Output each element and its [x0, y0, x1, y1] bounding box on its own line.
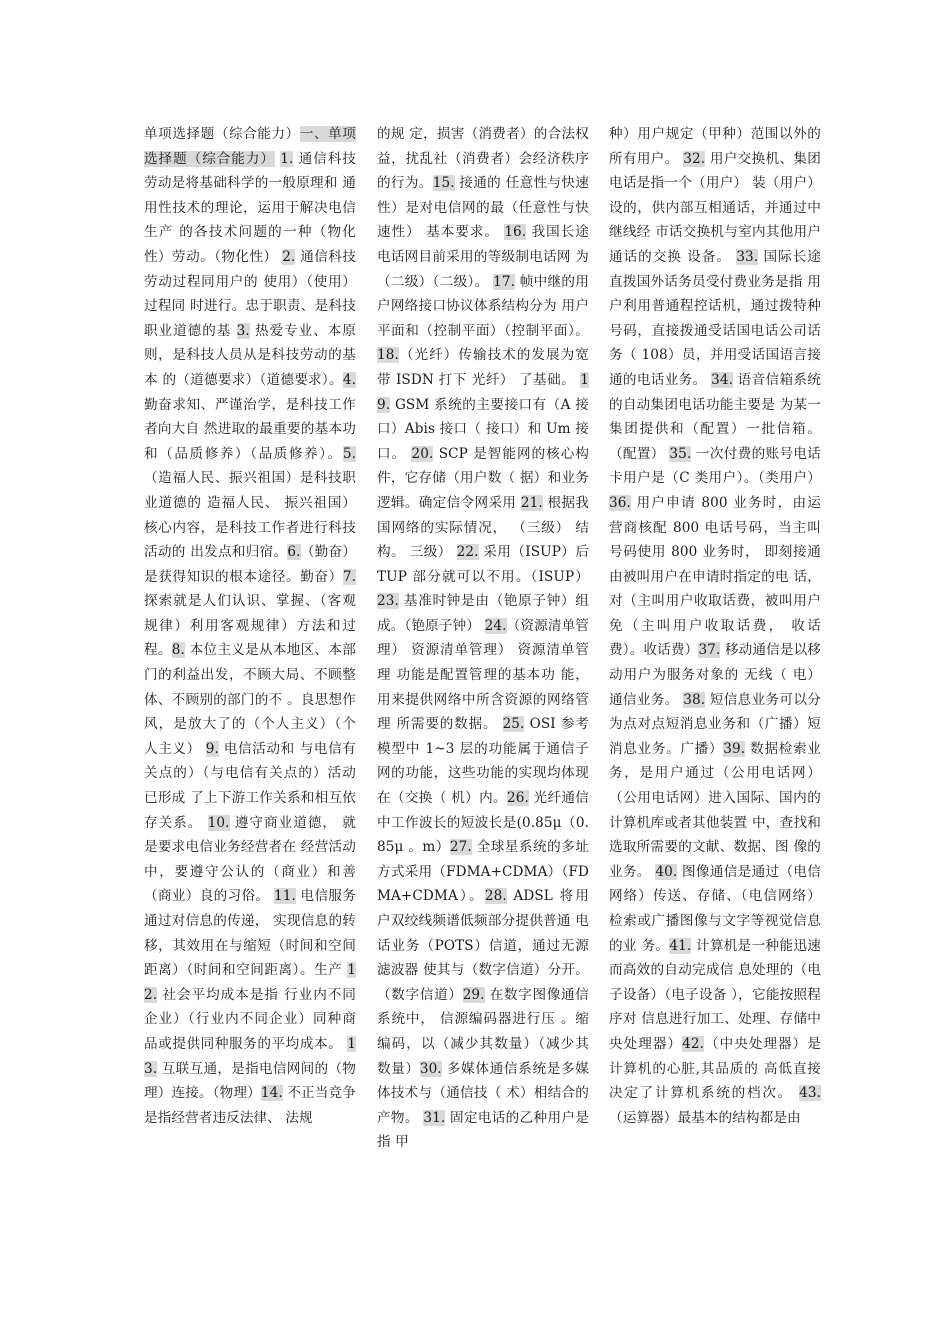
highlighted-marker: 3.	[236, 322, 250, 339]
text-run: 图像通信是通过（电信网络）传送、存储、（电信网络） 检索或广播图像与文字等视觉信息的业 务。	[609, 863, 821, 954]
highlighted-marker: 28.	[484, 888, 507, 905]
text-run: 互联互通，是指电信网间的（物理）连接。（物理）	[144, 1060, 356, 1102]
highlighted-marker: 29.	[462, 986, 485, 1003]
text-run: 社会平均成本是指 行业内不同企业）（行业内不同企业）同种商品或提供同种服务的平均成本。	[144, 986, 356, 1052]
text-run: 电信活动和 与电信有关点的）（与电信有关点的）活动已形成 了上下游工作关系和相互依存关系。	[144, 740, 356, 831]
text-run: 不正当竞争是指经营者违反法律、 法规	[144, 1085, 356, 1126]
text-run: （光纤）传输技术的发展为宽带 ISDN 打下 光纤） 了基础。	[377, 347, 589, 388]
text-run: OSI 参考模型中 1~3 层的功能属于通信子网的功能，这些功能的实现均体现在（交换（ 机）内。	[377, 716, 589, 807]
text-run: （勤奋）是获得知识的根本途径。勤奋）	[144, 544, 356, 585]
text-run: 用户申请 800 业务时，由运营商核配 800 电话号码，当主叫号码使用 800 业务时， 即刻接通由被叫用户在申请时指定的电 话，对（主叫用户收取话费，被叫用户免（主叫用户收取话费， 收话费）。收话费）	[609, 494, 821, 659]
text-run: 用户交换机、集团电话是指一个（用户） 装（用户）设的，供内部互相通话，并通过中继线经 市话交换机与室内其他用户通话的交换 设备。	[609, 150, 821, 265]
highlighted-marker: 4.	[342, 371, 356, 388]
highlighted-marker: 8.	[171, 642, 185, 659]
text-run: ADSL 将用户双绞线频谱低频部分提供普通 电话业务（POTS）信道，通过无源滤波器 使其与（数字信道）分开。（数字信道）	[377, 888, 589, 1003]
text-run: 我国长途电话网目前采用的等级制电话网 为（二级）（二级）。	[377, 224, 589, 290]
text-run: 多媒体通信系统是多媒体技术与（通信技（ 术）相结合的产物。	[377, 1060, 589, 1126]
highlighted-marker: 26.	[506, 790, 529, 807]
text-column-1	[144, 122, 356, 1212]
text-run: 采用（ISUP）后 TUP 部分就可以不用。（ISUP）	[377, 544, 589, 585]
text-run: 遵守商业道德， 就是要求电信业务经营者在 经营活动中，要遵守公认的（商业）和善（商业）良的习俗。	[144, 814, 356, 905]
text-run: SCP 是智能网的核心构件，它存储（用户数（ 据）和业务逻辑。确定信令网采用	[377, 445, 589, 511]
highlighted-marker: 14.	[260, 1085, 283, 1102]
highlighted-marker: 21.	[520, 494, 543, 511]
highlighted-marker: 22.	[456, 544, 479, 561]
highlighted-marker: 7.	[342, 568, 356, 585]
highlighted-marker: 19.	[377, 371, 589, 413]
highlighted-marker: 16.	[504, 224, 527, 241]
text-run: 种）用户规定（甲种）范围以外的所有用户。	[609, 126, 821, 167]
text-run: 接通的 任意性与快速性）是对电信网的最（任意性与快速性） 基本要求。	[377, 175, 589, 241]
highlighted-marker: 10.	[207, 814, 230, 831]
highlighted-marker: 39.	[723, 740, 746, 757]
text-run: 帧中继的用户网络接口协议体系结构分为 用户平面和（控制平面）（控制平面）。	[377, 273, 589, 339]
highlighted-marker: 12.	[144, 962, 356, 1003]
text-run: 基准时钟是由（铯原子钟）组成。（铯原子钟）	[377, 593, 589, 634]
text-run: 计算机是一种能迅速而高效的自动完成信 息处理的（电子设备）（电子设备 ），它能按照程序对 信息进行加工、处理、存储中央处理器）	[609, 937, 821, 1052]
highlighted-marker: 35.	[669, 445, 692, 462]
highlighted-marker: 34.	[711, 371, 734, 388]
text-run: 光纤通信中工作波长的短波长是(0.85μ（0.85μ 。m）	[377, 790, 589, 856]
text-run: 根据我国网络的实际情况， （三级） 结构。 三级）	[377, 494, 589, 561]
text-run: 本位主义是从本地区、本部门的利益出发，不顾大局、不顾整体、不顾别的部门的不 。良思想作风，是放大了的（个人主义）（个人主义）	[144, 642, 356, 757]
highlighted-marker: 33.	[736, 248, 759, 265]
text-column-3	[609, 122, 821, 1212]
text-run: （造福人民、振兴祖国）是科技职业道德的 造福人民、 振兴祖国）核心内容，是科技工作者进行科技活动的 出发点和归宿。	[144, 470, 356, 561]
highlighted-marker: 13.	[144, 1035, 356, 1077]
highlighted-marker: 20.	[411, 445, 434, 462]
highlighted-marker: 1.	[280, 150, 294, 167]
highlighted-marker: 37.	[698, 642, 721, 659]
highlighted-marker: 24.	[484, 617, 507, 634]
text-run: 勤奋求知、严谨治学，是科技工作者向大自 然进取的最重要的基本功和（品质修养）（品质修养）。	[144, 396, 356, 462]
highlighted-marker: 42.	[682, 1035, 705, 1052]
highlighted-marker: 11.	[273, 888, 296, 905]
text-run: 电信服务通过对信息的传递， 实现信息的转 移，其效用在与缩短（时间和空间距离）（时间和空间距离）。生产	[144, 888, 356, 979]
highlighted-marker: 2.	[282, 248, 296, 265]
text-run: 数据检索业务，是用户通过（公用电话网）（公用电话网）进入国际、国内的计算机库或者其他装置 中，查找和选取所需要的文献、数据、图 像的业务。	[609, 740, 821, 880]
text-run: 探索就是人们认识、掌握、（客观规律）利用客观规律）方法和过程。	[144, 593, 356, 659]
highlighted-marker: 31.	[423, 1109, 446, 1126]
text-column-2	[377, 122, 589, 1212]
text-run: 国际长途直拨国外话务员受付费业务是指 用户利用普通程控话机，通过拨特种号码，直接拨通受话国电话公司话务（ 108）员，并用受话国语言接通的电话业务。	[609, 248, 821, 388]
highlighted-marker: 17.	[493, 273, 516, 290]
text-run: GSM 系统的主要接口有（A 接口）Abis 接口（ 接口）和 Um 接口。	[377, 396, 589, 462]
highlighted-marker: 25.	[502, 716, 525, 733]
highlighted-marker: 18.	[377, 347, 399, 364]
text-run: 单项选择题（综合能力）	[144, 126, 300, 142]
text-run: 全球星系统的多址方式采用（FDMA+CDMA）（FDMA+CDMA）。	[377, 839, 589, 905]
highlighted-marker: 27.	[449, 839, 472, 856]
highlighted-marker: 40.	[655, 863, 678, 880]
highlighted-marker: 30.	[419, 1060, 442, 1077]
highlighted-marker: 36.	[609, 494, 631, 511]
highlighted-marker: 5.	[342, 445, 356, 462]
highlighted-marker: 38.	[683, 691, 706, 708]
text-run: 短信息业务可以分为点对点短消息业务和（广播）短消息业务。广播）	[609, 691, 821, 757]
text-run: 移动通信是以移动用户为服务对象的 无线（ 电）通信业务。	[609, 642, 821, 708]
text-run: 热爱专业、本原则，是科技人员从是科技劳动的基本 的（道德要求）（道德要求）。	[144, 322, 356, 388]
highlighted-marker: 15.	[432, 175, 455, 192]
text-run: （资源清单管理） 资源清单管理） 资源清单管理 功能是配置管理的基本功 能，用来提供网络中所含资源的网络管理 所需要的数据。	[377, 617, 589, 733]
highlighted-marker: 23.	[377, 593, 399, 610]
text-run: 通信科技劳动是将基础科学的一般原理和 通用性技术的理论，运用于解决电信生产 的各技术问题的一种（物化性）劳动。（物化性）	[144, 150, 356, 265]
highlighted-marker: 41.	[669, 937, 692, 954]
highlighted-marker: 一、单项选择题（综合能力）	[144, 126, 356, 167]
text-run: 语音信箱系统的自动集团电话功能主要是 为某一集团提供和（配置）一批信箱。（配置）	[609, 371, 821, 462]
text-run: 在数字图像通信系统中， 信源编码器进行压 。缩编码，以（减少其数量）（减少其数量）	[377, 986, 589, 1077]
text-run: 固定电话的乙种用户是指 甲	[377, 1109, 589, 1151]
highlighted-marker: 9.	[205, 740, 219, 757]
highlighted-marker: 6.	[287, 544, 301, 561]
text-run: 通信科技劳动过程同用户的 使用）（使用）过程同 时进行。忠于职责、是科技职业道德的基	[144, 248, 356, 339]
text-run: 的规 定，损害（消费者）的合法权益，扰乱社（消费者）会经济秩序的行为。	[377, 126, 589, 192]
text-run: 一次付费的账号电话卡用户是（C 类用户）。（类用户）	[609, 445, 821, 487]
highlighted-marker: 32.	[683, 150, 706, 167]
text-run: （运算器）最基本的结构都是由	[609, 1109, 801, 1126]
text-run: （中央处理器）是计算机的心脏,其品质的 高低直接决定了计算机系统的档次。	[609, 1035, 821, 1102]
highlighted-marker: 43.	[799, 1085, 821, 1102]
